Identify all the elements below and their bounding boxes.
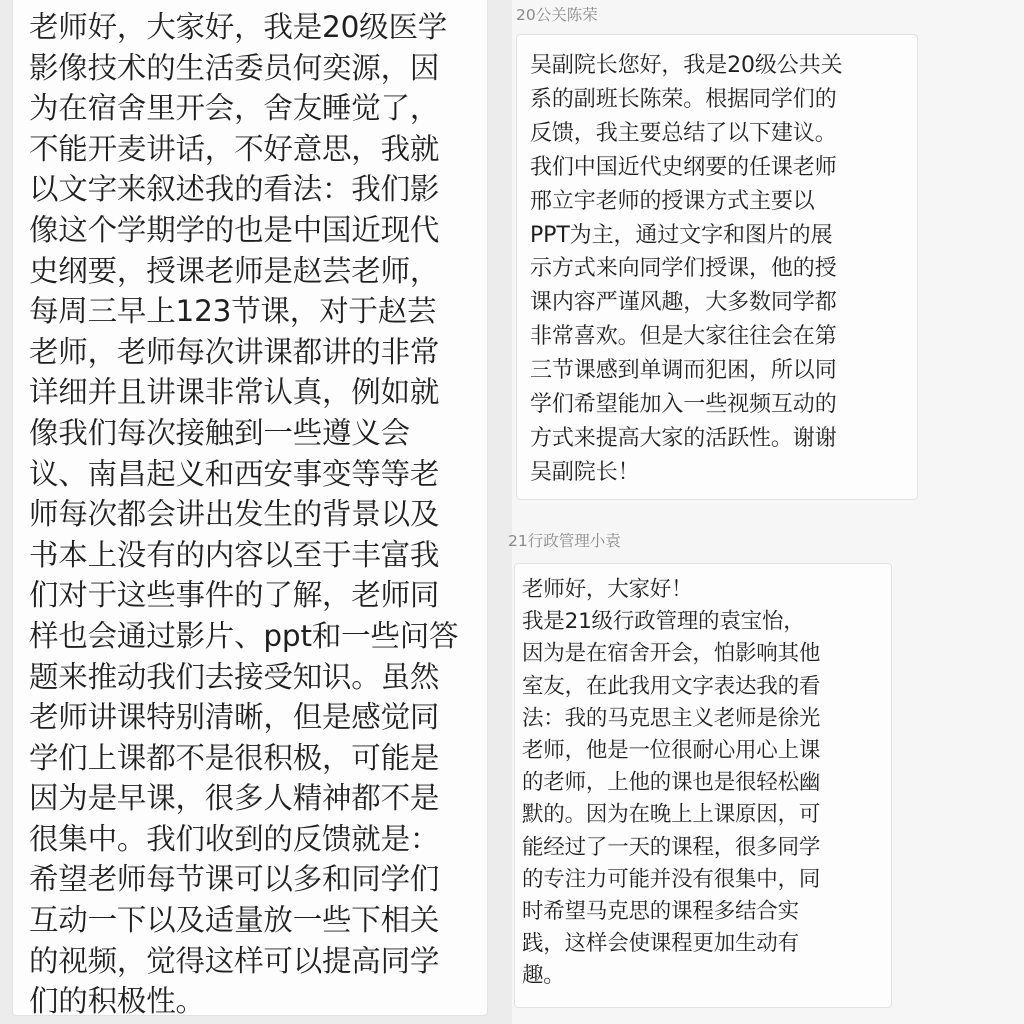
sender-name: 21行政管理小袁	[508, 532, 621, 550]
message-text: 吴副院长您好，我是20级公共关 系的副班长陈荣。根据同学们的 反馈，我主要总结了以下建议。 我们中国近代史纲要的任课老师 邢立宇老师的授课方式主要以 PPT为主，通过文字和图片的展 示方式来向同学们授课，他的授 课内容严谨风趣，大多数同学都 非常喜欢。但是大家往往会在第 三节课感到单调而犯困，所以同 学们希望能加入一些视频互动的 方式来提高大家的活跃性。谢谢 吴副院长！	[530, 53, 843, 485]
message-text: 老师好，大家好！ 我是21级行政管理的袁宝怡， 因为是在宿舍开会，怕影响其他 室友，在此我用文字表达我的看 法：我的马克思主义老师是徐光 老师，他是一位很耐心用心上课 的老师，上他的课也是很轻松幽 默的。因为在晚上上课原因，可 能经过了一天的课程，很多同学 的专注力可能并没有很集中，同 时希望马克思的课程多结合实 践，这样会使课程更加生动有 趣。	[522, 577, 821, 989]
sender-name: 20公关陈荣	[516, 6, 598, 24]
message-bubble[interactable]	[514, 563, 892, 1008]
message-bubble[interactable]	[516, 34, 918, 500]
message-bubble[interactable]	[12, 0, 488, 1019]
message-text: 老师好，大家好，我是20级医学 影像技术的生活委员何奕源，因 为在宿舍里开会，舍友睡觉了， 不能开麦讲话，不好意思，我就 以文字来叙述我的看法：我们影 像这个学期学的也是中国近现代 史纲要，授课老师是赵芸老师， 每周三早上123节课，对于赵芸 老师，老师每次讲课都讲的非常 详细并且讲课非常认真，例如就 像我们每次接触到一些遵义会 议、南昌起义和西安事变等等老 师每次都会讲出发生的背景以及 书本上没有的内容以至于丰富我 们对于这些事件的了解，老师同 样也会通过影片、ppt和一些问答 题来推动我们去接受知识。虽然 老师讲课特别清晰，但是感觉同 学们上课都不是很积极，可能是 因为是早课，很多人精神都不是 很集中。我们收到的反馈就是： 希望老师每节课可以多和同学们 互动一下以及适量放一些下相关 的视频，觉得这样可以提高同学 们的积极性。	[29, 10, 459, 1019]
